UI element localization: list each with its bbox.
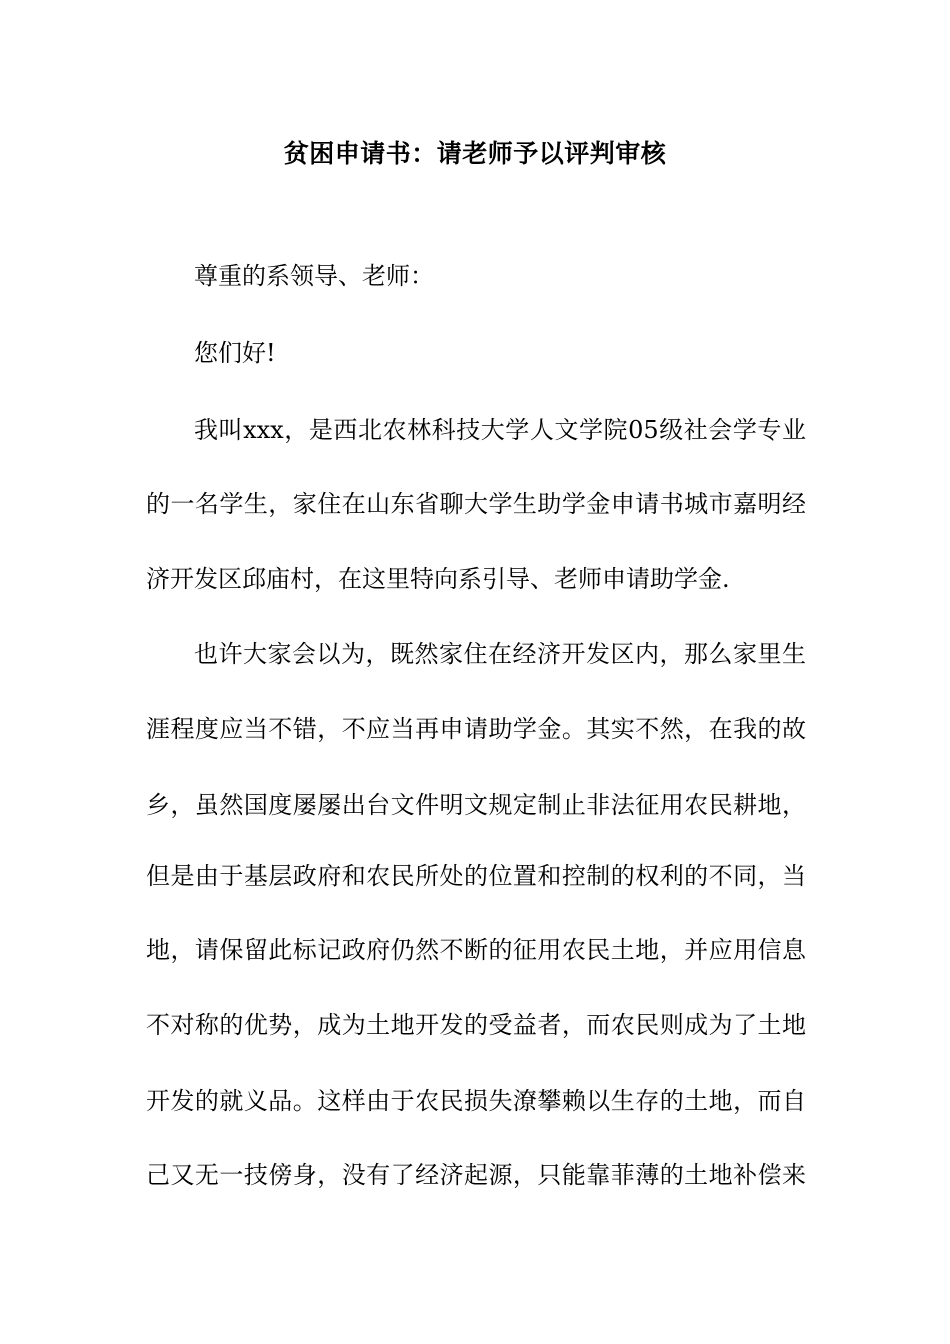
paragraph-line: 涯程度应当不错，不应当再申请助学金。其实不然，在我的故 <box>146 715 806 743</box>
paragraph-line: 我叫xxx，是西北农林科技大学人文学院05级社会学专业 <box>194 416 806 444</box>
paragraph-line: 也许大家会以为，既然家住在经济开发区内，那么家里生 <box>194 640 806 668</box>
salutation: 尊重的系领导、老师： <box>194 262 434 290</box>
paragraph-line: 但是由于基层政府和农民所处的位置和控制的权利的不同，当 <box>146 862 806 890</box>
paragraph-line: 济开发区邱庙村，在这里特向系引导、老师申请助学金. <box>146 565 730 593</box>
greeting: 您们好! <box>194 339 276 367</box>
paragraph-line: 不对称的优势，成为土地开发的受益者，而农民则成为了土地 <box>146 1011 806 1039</box>
paragraph-line: 乡，虽然国度屡屡出台文件明文规定制止非法征用农民耕地， <box>146 791 806 819</box>
paragraph-line: 的一名学生，家住在山东省聊大学生助学金申请书城市嘉明经 <box>146 490 806 518</box>
document-title: 贫困申请书：请老师予以评判审核 <box>283 139 667 168</box>
paragraph-line: 开发的就义品。这样由于农民损失潦攀赖以生存的土地，而自 <box>146 1087 806 1115</box>
paragraph-line: 地，请保留此标记政府仍然不断的征用农民土地，并应用信息 <box>146 936 806 964</box>
paragraph-line: 己又无一技傍身，没有了经济起源，只能靠菲薄的土地补偿来 <box>146 1161 806 1189</box>
